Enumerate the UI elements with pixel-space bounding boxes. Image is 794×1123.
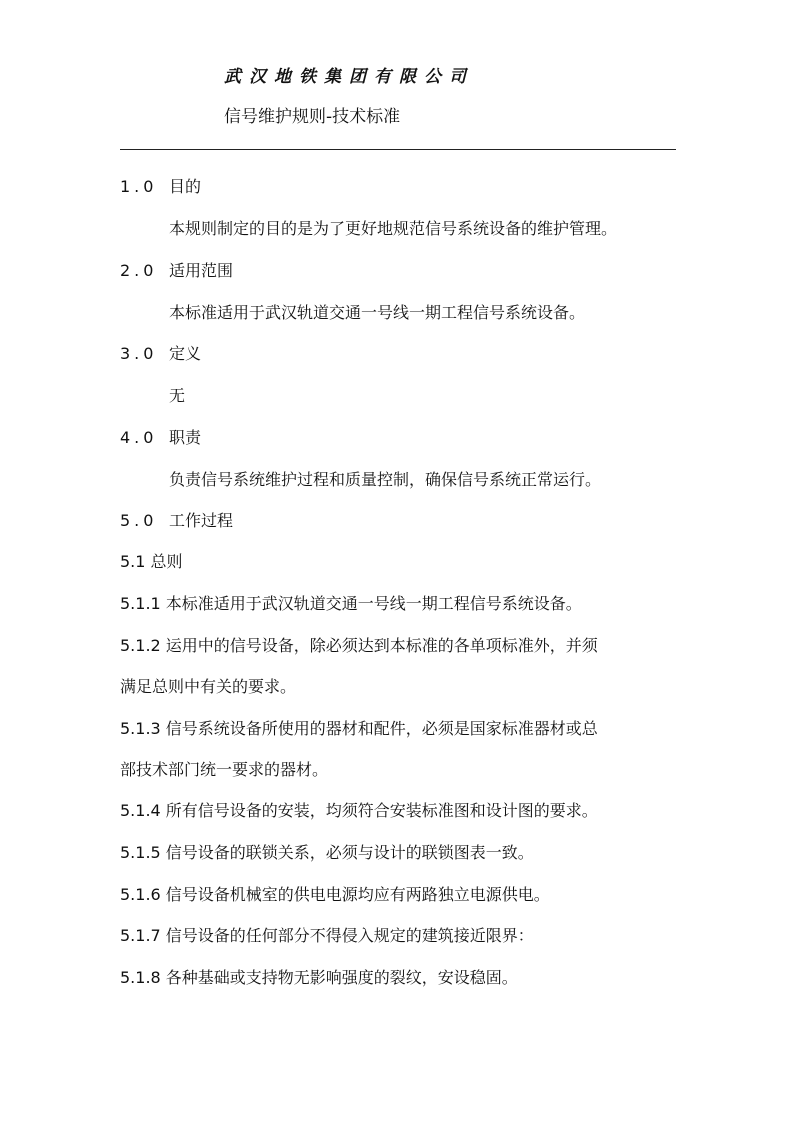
clause-text: 5.1.8 各种基础或支持物无影响强度的裂纹，安设稳固。 [120, 968, 518, 987]
section-number: 3.0 [120, 344, 158, 363]
section-number: 1.0 [120, 177, 158, 196]
clause-continuation: 部技术部门统一要求的器材。 [120, 760, 329, 779]
subsection-heading: 5.1 总则 [120, 552, 183, 571]
section-body: 负责信号系统维护过程和质量控制，确保信号系统正常运行。 [169, 470, 602, 489]
section-number: 2.0 [120, 261, 158, 280]
section-body: 本规则制定的目的是为了更好地规范信号系统设备的维护管理。 [169, 219, 618, 238]
clause-text: 5.1.3 信号系统设备所使用的器材和配件，必须是国家标准器材或总 [120, 719, 598, 738]
section-number: 5.0 [120, 511, 158, 530]
company-name: 武汉地铁集团有限公司 [224, 67, 474, 87]
clause-text: 5.1.5 信号设备的联锁关系，必须与设计的联锁图表一致。 [120, 843, 534, 862]
clause-text: 5.1.7 信号设备的任何部分不得侵入规定的建筑接近限界： [120, 926, 534, 945]
clause-text: 5.1.6 信号设备机械室的供电电源均应有两路独立电源供电。 [120, 885, 550, 904]
header-divider [120, 149, 676, 150]
section-body: 本标准适用于武汉轨道交通一号线一期工程信号系统设备。 [169, 303, 586, 322]
document-title: 信号维护规则-技术标准 [224, 107, 401, 127]
section-body: 无 [169, 386, 186, 405]
clause-text: 5.1.4 所有信号设备的安装，均须符合安装标准图和设计图的要求。 [120, 801, 598, 820]
section-heading: 职责 [169, 428, 202, 447]
clause-text: 5.1.1 本标准适用于武汉轨道交通一号线一期工程信号系统设备。 [120, 594, 582, 613]
clause-continuation: 满足总则中有关的要求。 [120, 677, 297, 696]
section-heading: 工作过程 [169, 511, 234, 530]
section-number: 4.0 [120, 428, 158, 447]
section-heading: 适用范围 [169, 261, 234, 280]
section-heading: 目的 [169, 177, 202, 196]
clause-text: 5.1.2 运用中的信号设备，除必须达到本标准的各单项标准外，并须 [120, 636, 598, 655]
section-heading: 定义 [169, 344, 202, 363]
